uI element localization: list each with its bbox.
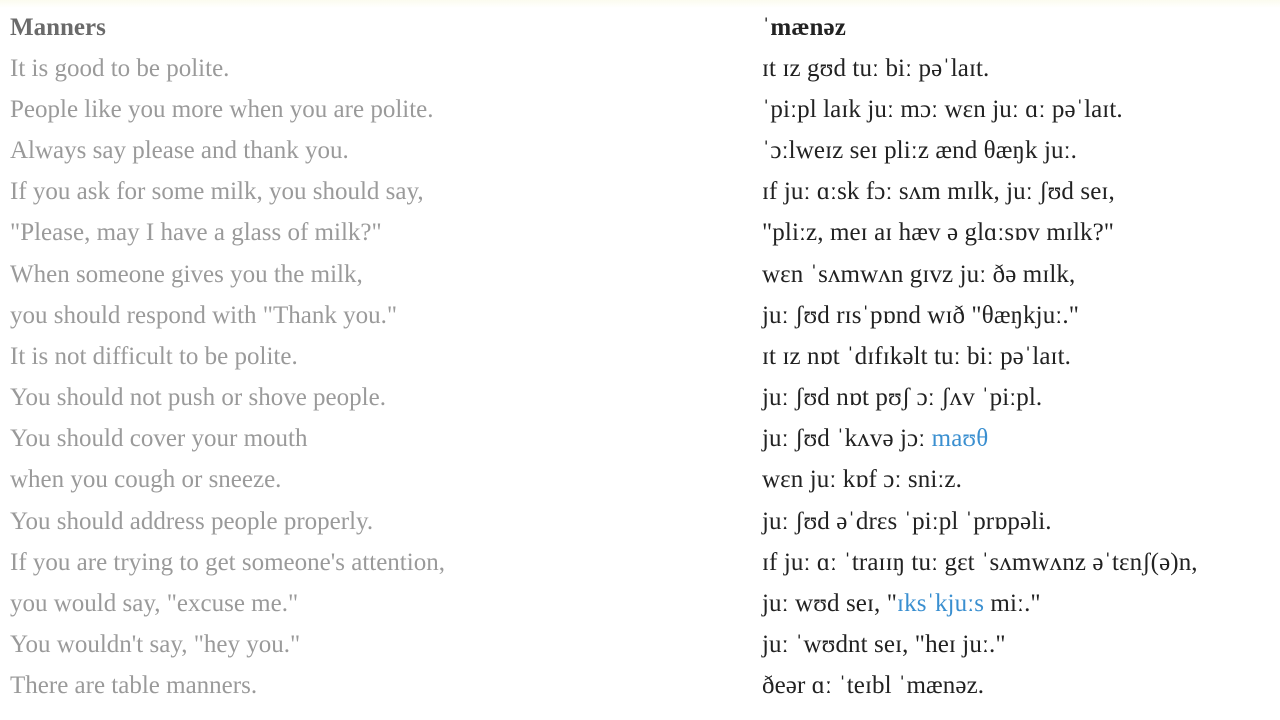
table-row [0, 336, 1280, 377]
english-sentence: You should address people properly. [10, 507, 374, 535]
ipa-word-link[interactable]: maʊθ [931, 425, 989, 453]
vocabulary-table [0, 8, 1280, 707]
table-row [0, 48, 1280, 89]
table-row [0, 130, 1280, 171]
ipa-transcription: "pliːz, meɪ aɪ hæv ə glɑːsɒv mɪlk?" [762, 219, 1115, 247]
english-sentence: There are table manners. [10, 672, 258, 700]
table-row [0, 213, 1280, 254]
english-sentence: You wouldn't say, "hey you." [10, 631, 301, 659]
ipa-text-after: miː." [984, 590, 1041, 618]
english-sentence: You should not push or shove people. [10, 384, 386, 412]
ipa-transcription: ɪt ɪz nɒt ˈdɪfɪkəlt tuː biː pəˈlaɪt. [762, 342, 1071, 370]
table-row [0, 89, 1280, 130]
table-row [0, 542, 1280, 583]
top-band [0, 0, 1280, 8]
table-row [0, 625, 1280, 666]
ipa-transcription [752, 425, 1280, 453]
english-sentence: Always say please and thank you. [10, 136, 349, 164]
english-sentence: you would say, "excuse me." [10, 590, 299, 618]
english-sentence: People like you more when you are polite. [10, 95, 434, 123]
english-sentence: It is not difficult to be polite. [10, 342, 298, 370]
header-ipa: ˈmænəz [762, 14, 846, 41]
table-row [0, 460, 1280, 501]
ipa-transcription: juː ʃʊd rɪsˈpɒnd wɪð "θæŋkjuː." [762, 301, 1080, 329]
ipa-text: juː wʊd seɪ, " [762, 590, 898, 618]
english-sentence: when you cough or sneeze. [10, 466, 282, 494]
table-row [0, 666, 1280, 707]
table-row [0, 583, 1280, 624]
table-row [0, 419, 1280, 460]
english-sentence: When someone gives you the milk, [10, 260, 363, 288]
ipa-transcription: ɪf juː ɑːsk fɔː sʌm mɪlk, juː ʃʊd seɪ, [762, 178, 1115, 206]
ipa-transcription: wɛn juː kɒf ɔː sniːz. [762, 466, 962, 494]
ipa-transcription: ɪt ɪz gʊd tuː biː pəˈlaɪt. [762, 54, 990, 82]
ipa-transcription: ˈɔːlweɪz seɪ pliːz ænd θæŋk juː. [762, 136, 1077, 164]
table-row [0, 254, 1280, 295]
english-sentence: "Please, may I have a glass of milk?" [10, 219, 382, 247]
ipa-text: juː ʃʊd ˈkʌvə jɔː [762, 425, 932, 453]
table-row [0, 295, 1280, 336]
table-header-row [0, 8, 1280, 48]
header-english: Manners [10, 14, 106, 41]
ipa-transcription: ˈpiːpl laɪk juː mɔː wɛn juː ɑː pəˈlaɪt. [762, 95, 1123, 123]
table-row [0, 378, 1280, 419]
english-sentence: If you are trying to get someone's attention, [10, 548, 445, 576]
ipa-transcription: juː ʃʊd əˈdrɛs ˈpiːpl ˈprɒpəli. [762, 507, 1052, 535]
english-sentence: You should cover your mouth [10, 425, 308, 453]
english-sentence: you should respond with "Thank you." [10, 301, 398, 329]
ipa-transcription: ɪf juː ɑː ˈtraɪɪŋ tuː gɛt ˈsʌmwʌnz əˈtɛnʃ(ə)n, [762, 548, 1198, 576]
ipa-word-link[interactable]: ɪksˈkjuːs [897, 590, 985, 618]
english-sentence: It is good to be polite. [10, 54, 230, 82]
table-row [0, 172, 1280, 213]
ipa-transcription: wɛn ˈsʌmwʌn gɪvz juː ðə mɪlk, [762, 260, 1076, 288]
ipa-transcription: juː ˈwʊdnt seɪ, "heɪ juː." [762, 631, 1006, 659]
ipa-transcription: ðeər ɑː ˈteɪbl ˈmænəz. [762, 672, 985, 700]
english-sentence: If you ask for some milk, you should say, [10, 178, 424, 206]
table-row [0, 501, 1280, 542]
ipa-transcription: juː ʃʊd nɒt pʊʃ ɔː ʃʌv ˈpiːpl. [762, 384, 1043, 412]
ipa-transcription [752, 590, 1280, 618]
